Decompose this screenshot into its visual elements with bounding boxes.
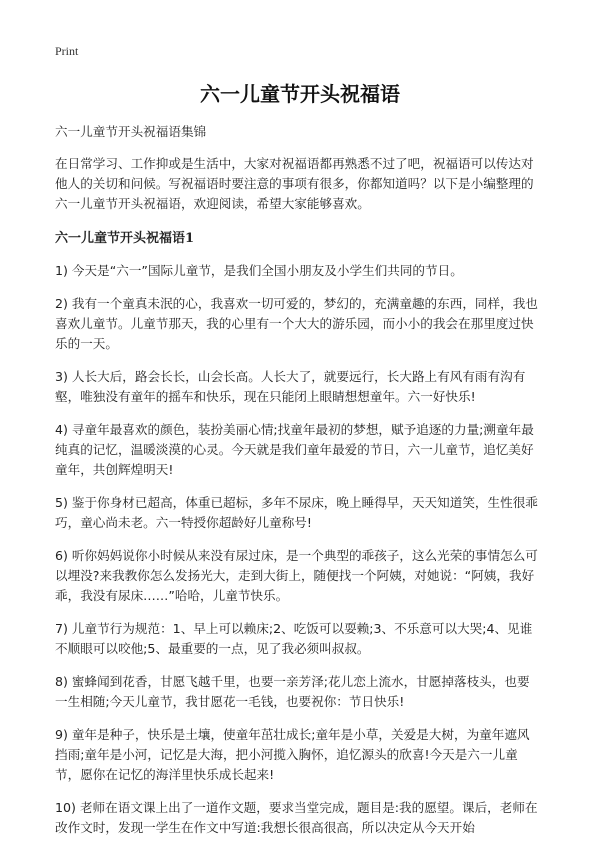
list-item: 6) 听你妈妈说你小时候从来没有尿过床，是一个典型的乖孩子，这么光荣的事情怎么可以埋没?来我教你怎么发扬光大，走到大街上，随便找一个阿姨，对她说：“阿姨，我好乖，我没有尿床……”哈哈，儿童节快乐。	[55, 548, 538, 603]
list-item: 10) 老师在语文课上出了一道作文题，要求当堂完成，题目是:我的愿望。课后，老师在改作文时，发现一学生在作文中写道:我想长很高很高，所以决定从今天开始	[55, 800, 538, 835]
list-item: 2) 我有一个童真未泯的心，我喜欢一切可爱的，梦幻的，充满童趣的东西，同样，我也喜欢儿童节。儿童节那天，我的心里有一个大大的游乐园，而小小的我会在那里度过快乐的一天。	[55, 296, 538, 351]
intro-paragraph: 在日常学习、工作抑或是生活中，大家对祝福语都再熟悉不过了吧，祝福语可以传达对他人的关切和问候。写祝福语时要注意的事项有很多，你都知道吗？以下是小编整理的六一儿童节开头祝福语，欢迎阅读，希望大家能够喜欢。	[55, 156, 534, 211]
list-item: 8) 蜜蜂闻到花香，甘愿飞越千里，也要一亲芳泽;花儿恋上流水，甘愿掉落枝头，也要一生相随;今天儿童节，我甘愿花一毛钱，也要祝你：节日快乐!	[55, 674, 530, 709]
list-item: 5) 鉴于你身材已超高，体重已超标，多年不尿床，晚上睡得早，天天知道笑，生性很乖巧，童心尚未老。六一特授你超龄好儿童称号!	[55, 495, 538, 530]
article-subtitle: 六一儿童节开头祝福语集锦	[55, 124, 207, 139]
article-body	[55, 122, 538, 851]
list-item: 3) 人长大后，路会长长，山会长高。人长大了，就要远行，长大路上有风有雨有沟有壑，唯独没有童年的摇车和快乐，现在只能闭上眼睛想想童年。六一好快乐!	[55, 369, 526, 404]
print-link[interactable]: Print	[55, 44, 79, 58]
section-heading: 六一儿童节开头祝福语1	[55, 231, 195, 246]
list-item: 7) 儿童节行为规范：1、早上可以赖床;2、吃饭可以耍赖;3、不乐意可以大哭;4、见谁不顺眼可以咬他;5、最重要的一点，见了我必须叫叔叔。	[55, 621, 533, 656]
list-item: 4) 寻童年最喜欢的颜色，装扮美丽心情;找童年最初的梦想，赋予追逐的力量;溯童年最纯真的记忆，温暖淡漠的心灵。今天就是我们童年最爱的节日，六一儿童节，追忆美好童年，共创辉煌明天!	[55, 422, 534, 477]
list-item: 9) 童年是种子，快乐是土壤，使童年茁壮成长;童年是小草，关爱是大树，为童年遮风挡雨;童年是小河，记忆是大海，把小河揽入胸怀，追忆源头的欣喜!今天是六一儿童节，愿你在记忆的海洋里快乐成长起来!	[55, 727, 530, 782]
list-item: 1) 今天是“六一”国际儿童节，是我们全国小朋友及小学生们共同的节日。	[55, 263, 463, 278]
page-title: 六一儿童节开头祝福语	[200, 82, 400, 106]
